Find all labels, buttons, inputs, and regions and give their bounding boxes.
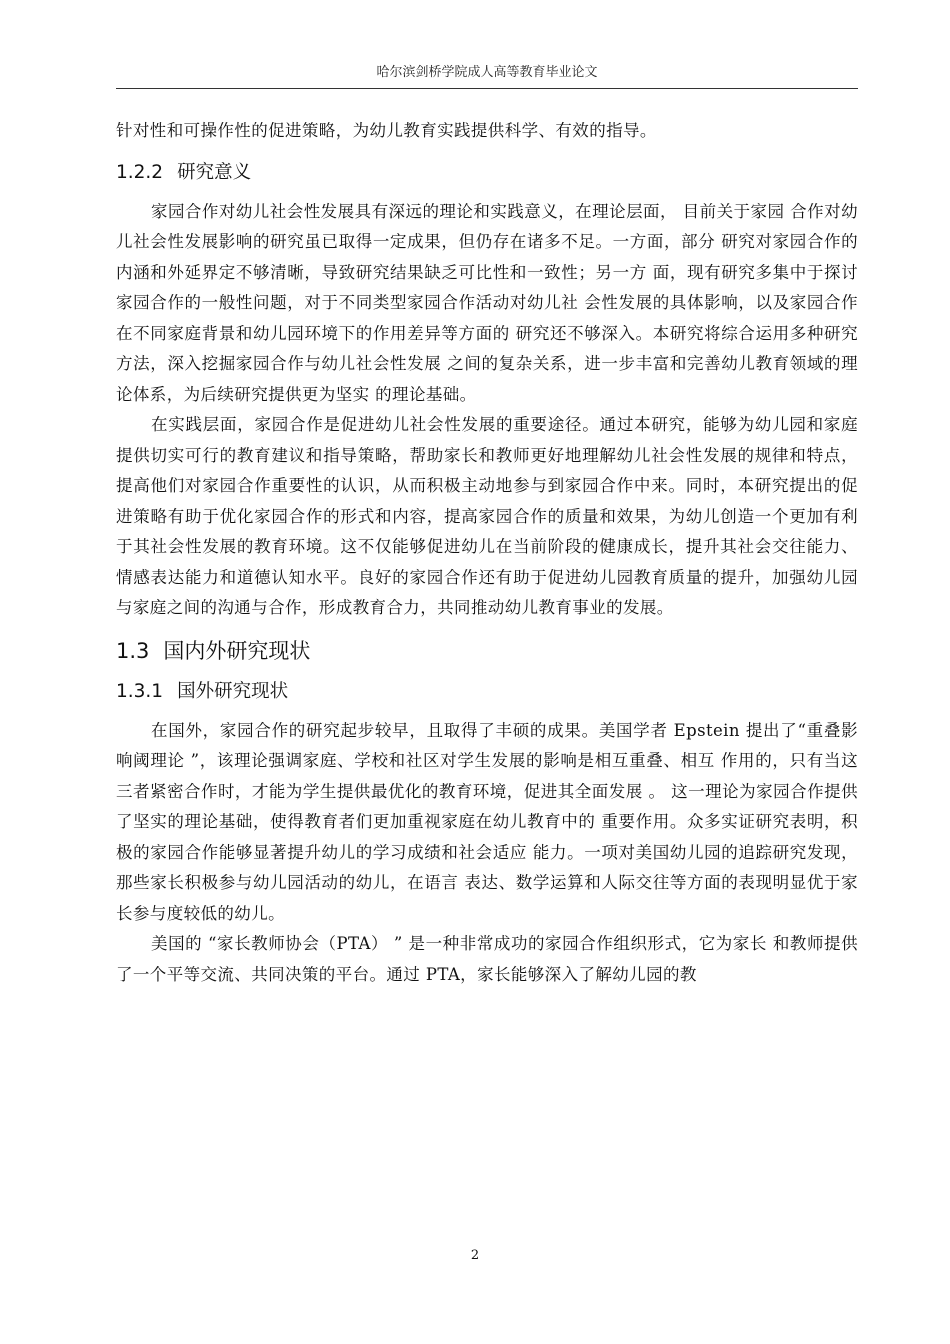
header-divider (116, 88, 858, 89)
section-number: 1.3 (116, 638, 150, 663)
page-body (116, 116, 858, 990)
section-heading-1-3-1 (116, 678, 858, 706)
section-title: 研究意义 (177, 161, 252, 183)
section-heading-1-3 (116, 636, 858, 666)
paragraph-foreign-research: 在国外，家园合作的研究起步较早，且取得了丰硕的成果。美国学者 Epstein 提出了“重叠影响阈理论 ”，该理论强调家庭、学校和社区对学生发展的影响是相互重叠、相互 作用的，只有当这三者紧密合作时，才能为学生提供最优化的教育环境，促进其全面发展 。 这一理论为家园合作提供了坚实的理论基础，使得教育者们更加重视家庭在幼儿教育中的 重要作用。众多实证研究表明，积极的家园合作能够显著提升幼儿的学习成绩和社会适应 能力。一项对美国幼儿园的追踪研究发现，那些家长积极参与幼儿园活动的幼儿，在语言 表达、数学运算和人际交往等方面的表现明显优于家长参与度较低的幼儿。 (116, 720, 858, 923)
section-number: 1.3.1 (116, 680, 164, 702)
paragraph-practice-significance: 在实践层面，家园合作是促进幼儿社会性发展的重要途径。通过本研究，能够为幼儿园和家庭提供切实可行的教育建议和指导策略，帮助家长和教师更好地理解幼儿社会性发展的规律和特点，提高他们对家园合作重要性的认识，从而积极主动地参与到家园合作中来。同时，本研究提出的促进策略有助于优化家园合作的形式和内容，提高家园合作的质量和效果，为幼儿创造一个更加有利于其社会性发展的教育环境。这不仅能够促进幼儿在当前阶段的健康成长，提升其社会交往能力、情感表达能力和道德认知水平。良好的家园合作还有助于促进幼儿园教育质量的提升，加强幼儿园与家庭之间的沟通与合作，形成教育合力，共同推动幼儿教育事业的发展。 (116, 415, 858, 617)
paragraph-continuation: 针对性和可操作性的促进策略，为幼儿教育实践提供科学、有效的指导。 (116, 121, 657, 140)
section-title: 国内外研究现状 (163, 638, 311, 663)
section-number: 1.2.2 (116, 161, 164, 183)
section-heading-1-2-2 (116, 159, 858, 187)
paragraph-theory-significance: 家园合作对幼儿社会性发展具有深远的理论和实践意义，在理论层面， 目前关于家园 合作对幼儿社会性发展影响的研究虽已取得一定成果，但仍存在诸多不足。一方面，部分 研究对家园合作的内涵和外延界定不够清晰，导致研究结果缺乏可比性和一致性；另一方 面，现有研究多集中于探讨家园合作的一般性问题，对于不同类型家园合作活动对幼儿社 会性发展的具体影响，以及家园合作在不同家庭背景和幼儿园环境下的作用差异等方面的 研究还不够深入。本研究将综合运用多种研究方法，深入挖掘家园合作与幼儿社会性发展 之间的复杂关系，进一步丰富和完善幼儿教育领域的理论体系，为后续研究提供更为坚实 的理论基础。 (116, 201, 858, 404)
paragraph-pta: 美国的 “家长教师协会（PTA） ” 是一种非常成功的家园合作组织形式，它为家长 和教师提供了一个平等交流、共同决策的平台。通过 PTA，家长能够深入了解幼儿园的教 (116, 934, 858, 984)
running-header: 哈尔滨剑桥学院成人高等教育毕业论文 (376, 65, 598, 80)
page-number: 2 (470, 1248, 480, 1263)
section-title: 国外研究现状 (177, 680, 289, 702)
